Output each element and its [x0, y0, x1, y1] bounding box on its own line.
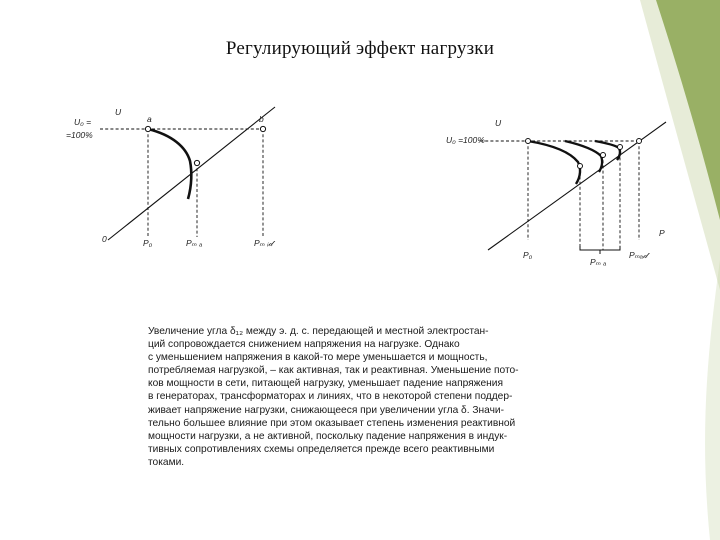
paragraph-line: ций сопровождается снижением напряжения на нагрузке. Однако [148, 339, 460, 351]
pm-label: Pₘ ₐ [590, 257, 607, 267]
characteristic-curve [148, 129, 191, 199]
paragraph-line: мощности нагрузки, а не активной, поскольку падение напряжения в индук- [148, 430, 508, 442]
u0-label-line2: =100% [66, 130, 93, 140]
paragraph-line: живает напряжение нагрузки, снижающееся при увеличении угла δ. Значи- [148, 404, 505, 416]
point-a [145, 126, 150, 131]
pm-bracket [580, 246, 620, 254]
point-pm2 [601, 153, 606, 158]
pm-label: Pₘ ₐ [186, 238, 203, 248]
paragraph-line: потребляемая нагрузкой, – как активная, так и реактивная. Уменьшение пото- [148, 365, 519, 377]
u0-label: U₀ =100% [446, 135, 485, 145]
paragraph-line: в генераторах, трансформаторах и линиях, что в некоторой степени поддер- [148, 391, 513, 403]
p0-label: P₀ [143, 238, 153, 248]
u0-label-line1: U₀ = [74, 117, 92, 127]
point-pm3 [618, 145, 623, 150]
paragraph-line: с уменьшением напряжения в какой-то мере уменьшается и мощность, [148, 352, 488, 364]
pmid-label: Pₘ ᵢ𝒹 [254, 238, 273, 248]
p-axis-label: P [659, 228, 665, 238]
paragraph-line: тельно большее влияние при этом оказывает степень изменения реактивной [148, 417, 516, 429]
characteristic-curve-1 [528, 141, 580, 184]
paragraph-line: ков мощности в сети, питающей нагрузку, уменьшает падение напряжения [148, 378, 503, 390]
voltage-characteristic-diagram-right [440, 112, 685, 272]
p0-label: P₀ [523, 250, 533, 260]
explanatory-paragraph [148, 325, 598, 469]
pmad-label: Pₘₐ𝒹 [629, 250, 648, 260]
paragraph-line: токами. [148, 456, 185, 468]
point-pm1 [578, 164, 583, 169]
origin-label: 0 [102, 234, 107, 244]
point-pm [194, 160, 199, 165]
voltage-characteristic-diagram-left [60, 95, 300, 270]
u-axis-label: U [495, 118, 502, 128]
slide-title: Регулирующий эффект нагрузки [225, 38, 495, 59]
u-axis-label: U [115, 107, 122, 117]
point-a-label: a [147, 114, 152, 124]
point-pmad [637, 139, 642, 144]
point-b [260, 126, 265, 131]
point-u0 [526, 139, 531, 144]
point-b-label: b [259, 114, 264, 124]
paragraph-line: тивных сопротивлениях схемы определяется прежде всего реактивными [148, 443, 495, 455]
paragraph-line: Увеличение угла δ₁₂ между э. д. с. передающей и местной электростан- [148, 326, 489, 337]
